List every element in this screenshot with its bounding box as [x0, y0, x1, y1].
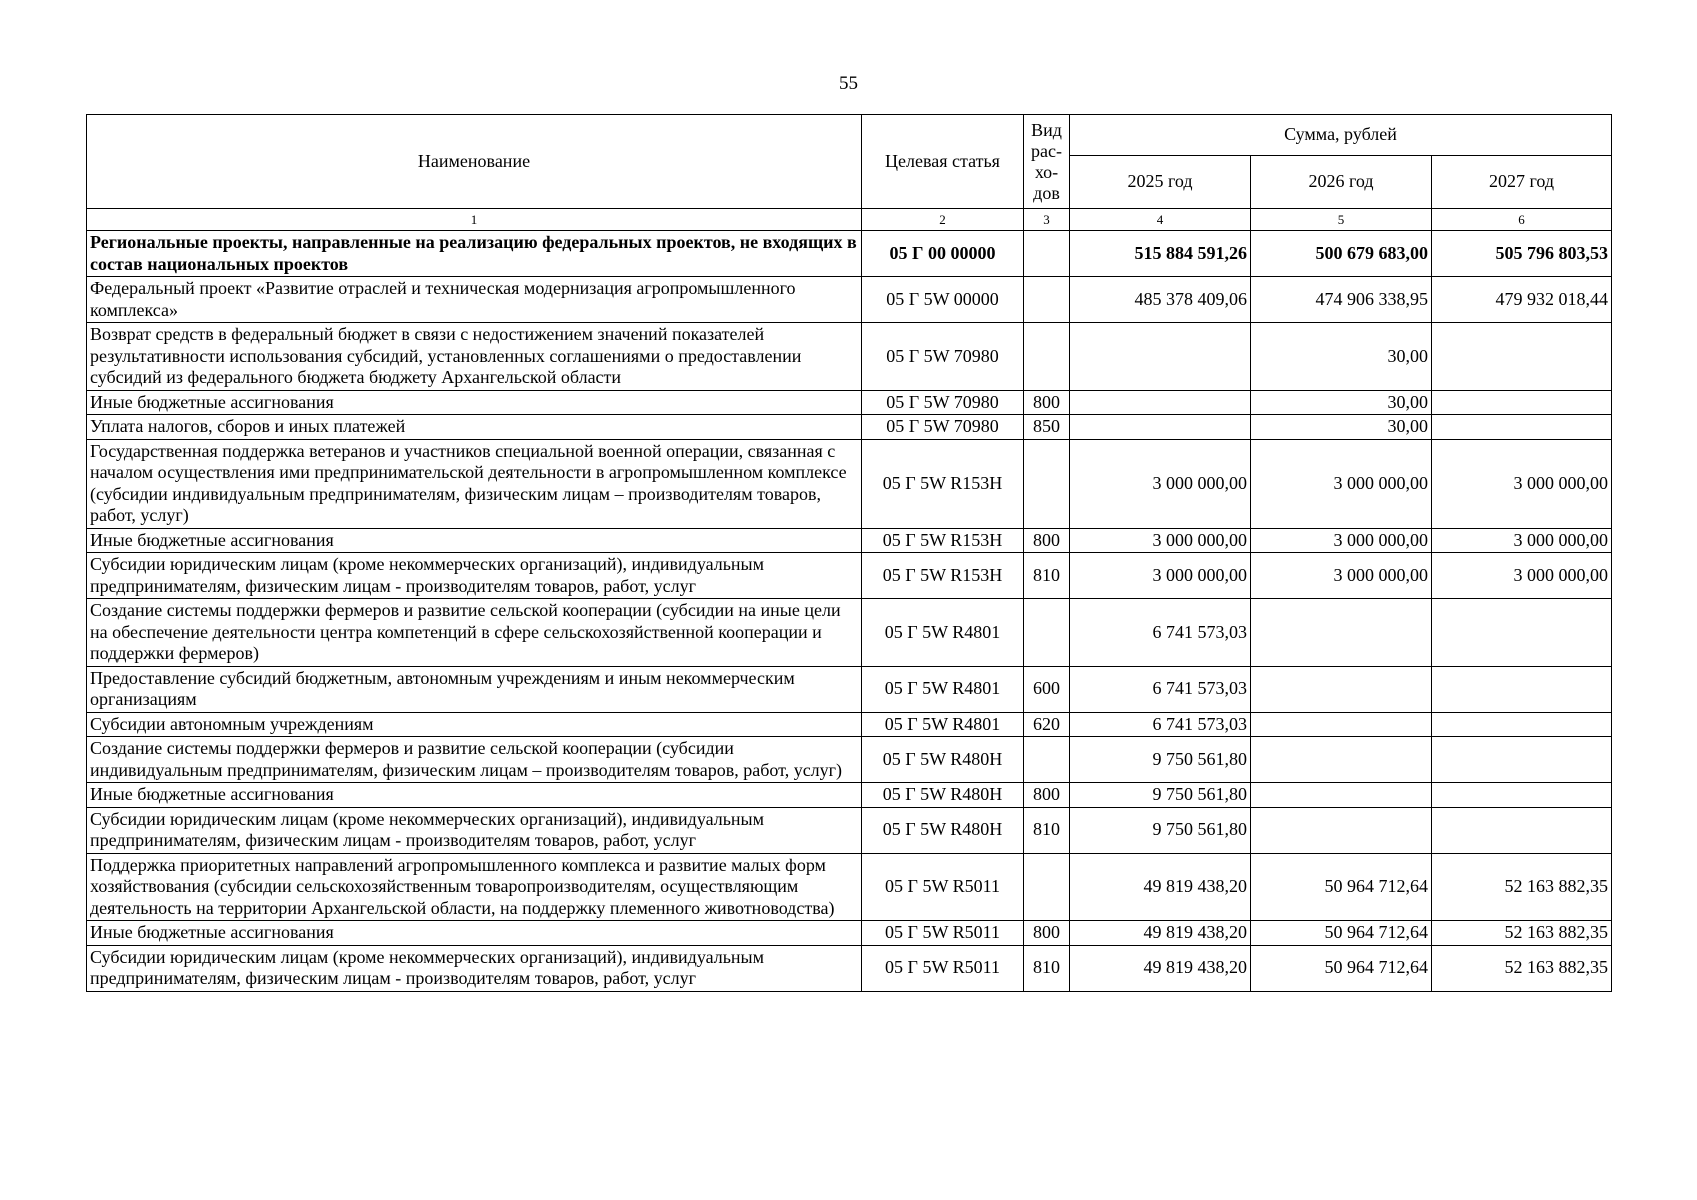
row-amount-2026-cell: 50 964 712,64 — [1251, 921, 1432, 946]
row-amount-2027-cell: 3 000 000,00 — [1432, 528, 1612, 553]
column-number: 2 — [862, 209, 1024, 231]
column-number: 3 — [1024, 209, 1070, 231]
row-expense-type-cell — [1024, 231, 1070, 277]
row-expense-type-cell: 810 — [1024, 553, 1070, 599]
column-numbers-row — [87, 209, 1612, 231]
header-sum: Сумма, рублей — [1070, 115, 1612, 156]
row-amount-2027-cell — [1432, 390, 1612, 415]
row-amount-2025-cell — [1070, 415, 1251, 440]
row-name-cell: Субсидии автономным учреждениям — [87, 712, 862, 737]
row-name-cell: Иные бюджетные ассигнования — [87, 390, 862, 415]
header-name: Наименование — [87, 115, 862, 209]
row-expense-type-cell: 810 — [1024, 945, 1070, 991]
row-amount-2027-cell — [1432, 323, 1612, 391]
row-amount-2025-cell — [1070, 390, 1251, 415]
row-target-article-cell: 05 Г 5W R4801 — [862, 712, 1024, 737]
row-name-cell: Субсидии юридическим лицам (кроме некоммерческих организаций), индивидуальным предпринимателям, физическим лицам - производителям товаров, работ, услуг — [87, 945, 862, 991]
row-amount-2026-cell — [1251, 712, 1432, 737]
row-amount-2026-cell — [1251, 599, 1432, 667]
row-amount-2026-cell: 3 000 000,00 — [1251, 528, 1432, 553]
row-amount-2027-cell — [1432, 666, 1612, 712]
row-target-article-cell: 05 Г 5W R480Н — [862, 737, 1024, 783]
row-name-cell: Уплата налогов, сборов и иных платежей — [87, 415, 862, 440]
row-amount-2025-cell: 9 750 561,80 — [1070, 737, 1251, 783]
row-amount-2025-cell: 9 750 561,80 — [1070, 807, 1251, 853]
row-amount-2025-cell — [1070, 323, 1251, 391]
header-target-article: Целевая статья — [862, 115, 1024, 209]
row-amount-2025-cell: 6 741 573,03 — [1070, 666, 1251, 712]
table-row — [87, 945, 1612, 991]
row-amount-2026-cell — [1251, 737, 1432, 783]
header-year-2025: 2025 год — [1070, 156, 1251, 209]
table-row — [87, 783, 1612, 808]
row-expense-type-cell: 850 — [1024, 415, 1070, 440]
row-expense-type-cell: 800 — [1024, 783, 1070, 808]
row-expense-type-cell: 600 — [1024, 666, 1070, 712]
table-row — [87, 737, 1612, 783]
row-amount-2025-cell: 49 819 438,20 — [1070, 945, 1251, 991]
row-amount-2027-cell: 479 932 018,44 — [1432, 277, 1612, 323]
row-name-cell: Субсидии юридическим лицам (кроме некоммерческих организаций), индивидуальным предпринимателям, физическим лицам - производителям товаров, работ, услуг — [87, 553, 862, 599]
row-amount-2026-cell: 3 000 000,00 — [1251, 553, 1432, 599]
column-number: 4 — [1070, 209, 1251, 231]
row-amount-2027-cell — [1432, 737, 1612, 783]
header-year-2026: 2026 год — [1251, 156, 1432, 209]
row-amount-2027-cell — [1432, 599, 1612, 667]
row-amount-2025-cell: 49 819 438,20 — [1070, 921, 1251, 946]
row-amount-2026-cell — [1251, 807, 1432, 853]
row-expense-type-cell: 810 — [1024, 807, 1070, 853]
row-amount-2025-cell: 6 741 573,03 — [1070, 712, 1251, 737]
table-row — [87, 599, 1612, 667]
row-target-article-cell: 05 Г 5W 00000 — [862, 277, 1024, 323]
row-target-article-cell: 05 Г 5W 70980 — [862, 415, 1024, 440]
row-name-cell: Создание системы поддержки фермеров и развитие сельской кооперации (субсидии индивидуальным предпринимателям, физическим лицам – производителям товаров, работ, услуг) — [87, 737, 862, 783]
row-amount-2026-cell — [1251, 666, 1432, 712]
row-amount-2025-cell: 485 378 409,06 — [1070, 277, 1251, 323]
row-name-cell: Создание системы поддержки фермеров и развитие сельской кооперации (субсидии на иные цели на обеспечение деятельности центра компетенций в сфере сельскохозяйственной кооперации и поддержки фермеров) — [87, 599, 862, 667]
row-amount-2026-cell: 30,00 — [1251, 415, 1432, 440]
row-amount-2025-cell: 515 884 591,26 — [1070, 231, 1251, 277]
row-name-cell: Государственная поддержка ветеранов и участников специальной военной операции, связанная с началом осуществления ими предпринимательской деятельности в агропромышленном комплексе (субсидии индивидуальным предпринимателям, физическим лицам – производителям товаров, работ, услуг) — [87, 439, 862, 528]
row-expense-type-cell: 620 — [1024, 712, 1070, 737]
row-name-cell: Поддержка приоритетных направлений агропромышленного комплекса и развитие малых форм хозяйствования (субсидии сельскохозяйственным товаропроизводителям, осуществляющим деятельность на территории Архангельской области, на поддержку племенного животноводства) — [87, 853, 862, 921]
row-amount-2027-cell — [1432, 807, 1612, 853]
row-target-article-cell: 05 Г 5W 70980 — [862, 323, 1024, 391]
table-row — [87, 231, 1612, 277]
row-name-cell: Возврат средств в федеральный бюджет в связи с недостижением значений показателей результативности использования субсидий, установленных соглашениями о предоставлении субсидий из федерального бюджета бюджету Архангельской области — [87, 323, 862, 391]
row-target-article-cell: 05 Г 5W R153Н — [862, 528, 1024, 553]
row-amount-2025-cell: 3 000 000,00 — [1070, 553, 1251, 599]
row-amount-2027-cell: 3 000 000,00 — [1432, 553, 1612, 599]
column-number: 1 — [87, 209, 862, 231]
header-expense-type: Вид рас- хо- дов — [1024, 115, 1070, 209]
table-row — [87, 666, 1612, 712]
row-expense-type-cell — [1024, 439, 1070, 528]
table-row — [87, 277, 1612, 323]
row-amount-2025-cell: 6 741 573,03 — [1070, 599, 1251, 667]
row-amount-2027-cell: 52 163 882,35 — [1432, 853, 1612, 921]
row-expense-type-cell — [1024, 277, 1070, 323]
table-row — [87, 921, 1612, 946]
row-target-article-cell: 05 Г 5W R480Н — [862, 807, 1024, 853]
table-row — [87, 390, 1612, 415]
row-target-article-cell: 05 Г 00 00000 — [862, 231, 1024, 277]
header-year-2027: 2027 год — [1432, 156, 1612, 209]
row-name-cell: Иные бюджетные ассигнования — [87, 921, 862, 946]
row-amount-2025-cell: 49 819 438,20 — [1070, 853, 1251, 921]
row-amount-2026-cell: 50 964 712,64 — [1251, 945, 1432, 991]
row-amount-2026-cell: 30,00 — [1251, 323, 1432, 391]
row-name-cell: Федеральный проект «Развитие отраслей и техническая модернизация агропромышленного комплекса» — [87, 277, 862, 323]
row-amount-2027-cell: 3 000 000,00 — [1432, 439, 1612, 528]
table-row — [87, 528, 1612, 553]
row-expense-type-cell: 800 — [1024, 528, 1070, 553]
row-target-article-cell: 05 Г 5W R5011 — [862, 921, 1024, 946]
row-amount-2027-cell: 505 796 803,53 — [1432, 231, 1612, 277]
row-amount-2027-cell: 52 163 882,35 — [1432, 921, 1612, 946]
row-amount-2027-cell — [1432, 712, 1612, 737]
row-target-article-cell: 05 Г 5W 70980 — [862, 390, 1024, 415]
row-amount-2025-cell: 3 000 000,00 — [1070, 528, 1251, 553]
row-amount-2027-cell — [1432, 783, 1612, 808]
table-body — [87, 231, 1612, 992]
row-name-cell: Предоставление субсидий бюджетным, автономным учреждениям и иным некоммерческим организациям — [87, 666, 862, 712]
table-row — [87, 553, 1612, 599]
row-amount-2027-cell — [1432, 415, 1612, 440]
row-expense-type-cell — [1024, 853, 1070, 921]
budget-table — [86, 114, 1612, 992]
row-expense-type-cell — [1024, 323, 1070, 391]
row-name-cell: Иные бюджетные ассигнования — [87, 528, 862, 553]
row-target-article-cell: 05 Г 5W R480Н — [862, 783, 1024, 808]
row-target-article-cell: 05 Г 5W R153Н — [862, 553, 1024, 599]
row-amount-2026-cell: 3 000 000,00 — [1251, 439, 1432, 528]
row-name-cell: Иные бюджетные ассигнования — [87, 783, 862, 808]
row-target-article-cell: 05 Г 5W R5011 — [862, 853, 1024, 921]
header-row — [87, 115, 1612, 156]
table-row — [87, 415, 1612, 440]
row-name-cell: Субсидии юридическим лицам (кроме некоммерческих организаций), индивидуальным предпринимателям, физическим лицам - производителям товаров, работ, услуг — [87, 807, 862, 853]
row-target-article-cell: 05 Г 5W R4801 — [862, 666, 1024, 712]
table-row — [87, 853, 1612, 921]
row-amount-2025-cell: 9 750 561,80 — [1070, 783, 1251, 808]
row-expense-type-cell: 800 — [1024, 390, 1070, 415]
table-row — [87, 323, 1612, 391]
row-name-cell: Региональные проекты, направленные на реализацию федеральных проектов, не входящих в состав национальных проектов — [87, 231, 862, 277]
row-amount-2025-cell: 3 000 000,00 — [1070, 439, 1251, 528]
page-number: 55 — [839, 73, 858, 94]
table-row — [87, 712, 1612, 737]
row-amount-2026-cell: 50 964 712,64 — [1251, 853, 1432, 921]
row-expense-type-cell: 800 — [1024, 921, 1070, 946]
row-expense-type-cell — [1024, 737, 1070, 783]
row-amount-2027-cell: 52 163 882,35 — [1432, 945, 1612, 991]
row-target-article-cell: 05 Г 5W R4801 — [862, 599, 1024, 667]
table-row — [87, 439, 1612, 528]
column-number: 5 — [1251, 209, 1432, 231]
row-amount-2026-cell: 474 906 338,95 — [1251, 277, 1432, 323]
row-amount-2026-cell: 30,00 — [1251, 390, 1432, 415]
row-target-article-cell: 05 Г 5W R5011 — [862, 945, 1024, 991]
row-expense-type-cell — [1024, 599, 1070, 667]
row-amount-2026-cell — [1251, 783, 1432, 808]
column-number: 6 — [1432, 209, 1612, 231]
table-row — [87, 807, 1612, 853]
row-target-article-cell: 05 Г 5W R153Н — [862, 439, 1024, 528]
row-amount-2026-cell: 500 679 683,00 — [1251, 231, 1432, 277]
